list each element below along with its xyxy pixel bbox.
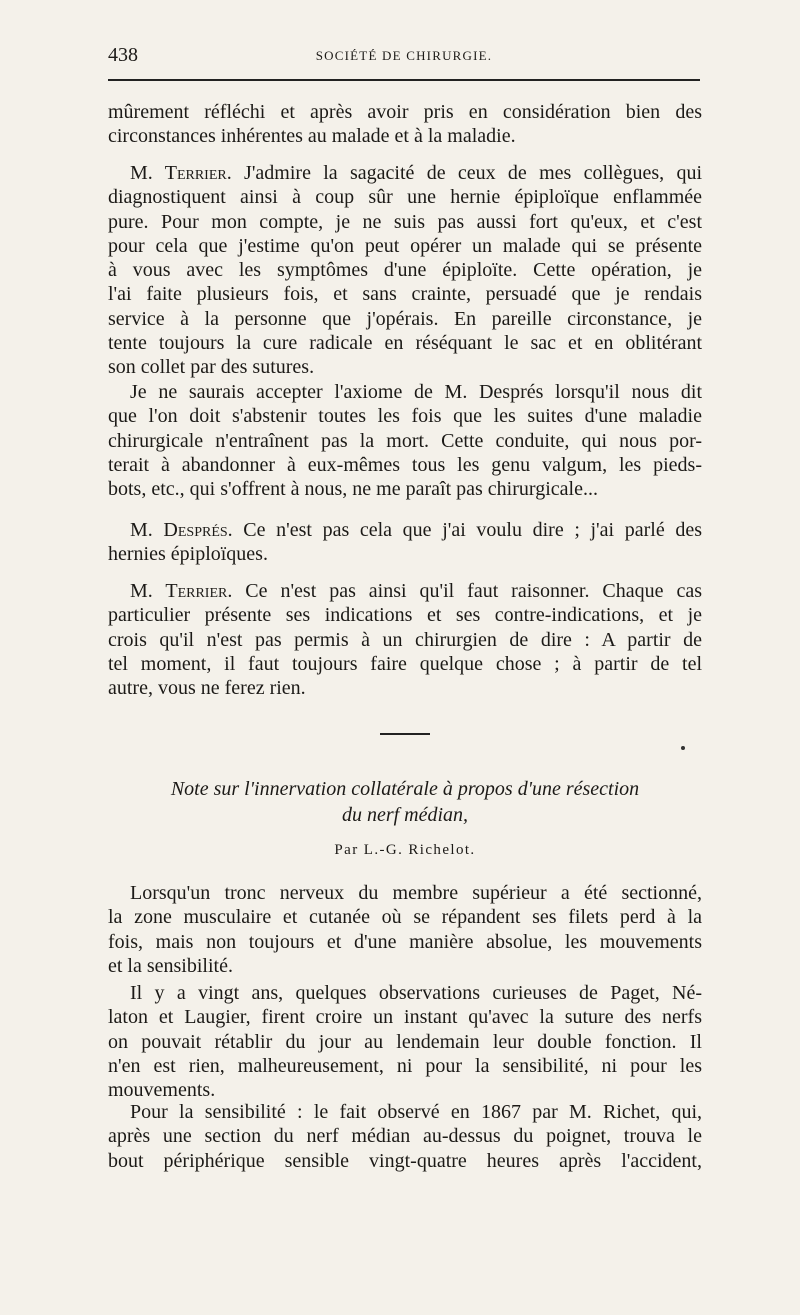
text-line — [108, 161, 702, 185]
text-line: particulier présente ses indications et ses contre-indications, et je — [108, 604, 702, 627]
text-line: l'ai faite plusieurs fois, et sans crainte, persuadé que je rendais — [108, 283, 702, 306]
text-line: crois qu'il n'est pas permis à un chirurgien de dire : A partir de — [108, 628, 702, 651]
article-title-line-1: Note sur l'innervation collatérale à propos d'une résection — [170, 778, 640, 800]
text-segment: Ce n'est pas cela que j'ai voulu dire ; j'ai parlé des — [232, 519, 702, 541]
running-title: SOCIÉTÉ DE CHIRURGIE. — [315, 48, 493, 63]
text-line — [108, 518, 702, 542]
article-author — [108, 842, 702, 859]
text-line: la zone musculaire et cutanée où se répandent ses filets perd à la — [108, 906, 702, 929]
paragraph-terrier-2 — [108, 579, 702, 700]
article-title-line-2: du nerf médian, — [341, 804, 469, 826]
text-line: mûrement réfléchi et après avoir pris en considération bien des — [108, 101, 702, 123]
speaker-name: M. Després. — [130, 519, 233, 541]
paragraph-sensibilite — [108, 1100, 702, 1173]
text-line — [108, 579, 702, 603]
section-separator — [380, 733, 430, 735]
text-line: circonstances inhérentes au malade et à la maladie. — [108, 125, 516, 148]
paragraph-terrier-1 — [108, 161, 702, 380]
text-line: Pour la sensibilité : le fait observé en 1867 par M. Richet, qui, — [130, 1101, 702, 1123]
paragraph-paget — [108, 981, 702, 1102]
text-line: à vous avec les symptômes d'une épiploïte. Cette opération, je — [108, 259, 702, 282]
text-line: mouvements. — [108, 1079, 216, 1102]
text-line: son collet par des sutures. — [108, 356, 315, 379]
text-segment: J'admire la sagacité de ceux de mes collègues, qui — [231, 162, 703, 184]
header-rule — [108, 79, 700, 81]
page-header — [108, 44, 700, 68]
text-line: laton et Laugier, firent croire un instant qu'avec la suture des nerfs — [108, 1006, 702, 1029]
paragraph-continuation — [108, 100, 702, 149]
speaker-name: M. Terrier. — [130, 580, 233, 602]
text-line: tente toujours la cure radicale en réséquant le sac et en oblitérant — [108, 332, 702, 355]
text-line: bots, etc., qui s'offrent à nous, ne me paraît pas chirurgicale... — [108, 478, 598, 501]
text-line: hernies épiploïques. — [108, 543, 268, 566]
text-line: pour cela que j'estime qu'on peut opérer un malade qui se présente — [108, 234, 702, 257]
text-line: Il y a vingt ans, quelques observations curieuses de Paget, Né- — [130, 982, 702, 1004]
paragraph-despres — [108, 518, 702, 567]
paragraph-tronc-nerveux — [108, 881, 702, 978]
text-line: service à la personne que j'opérais. En pareille circonstance, je — [108, 307, 702, 330]
text-line: après une section du nerf médian au-dessus du poignet, trouva le — [108, 1125, 702, 1148]
text-line: n'en est rien, malheureusement, ni pour la sensibilité, ni pour les — [108, 1054, 702, 1077]
text-line: pure. Pour mon compte, je ne suis pas aussi fort qu'eux, et c'est — [108, 210, 702, 233]
paragraph-axiome — [108, 380, 702, 501]
text-line: Lorsqu'un tronc nerveux du membre supérieur a été sectionné, — [130, 882, 702, 904]
author-text: Par L.-G. Richelot. — [334, 842, 476, 858]
text-line: on pouvait rétablir du jour au lendemain leur double fonction. Il — [108, 1030, 702, 1053]
text-segment: Ce n'est pas ainsi qu'il faut raisonner. Chaque cas — [232, 580, 702, 602]
text-line: tel moment, il faut toujours faire quelque chose ; à partir de tel — [108, 652, 702, 675]
text-line: autre, vous ne ferez rien. — [108, 677, 306, 700]
text-line: chirurgicale n'entraînent pas la mort. Cette conduite, qui nous por- — [108, 429, 702, 452]
page-number: 438 — [108, 44, 138, 66]
text-line: diagnostiquent ainsi à coup sûr une hernie épiploïque enflammée — [108, 186, 702, 209]
text-line: Je ne saurais accepter l'axiome de M. Després lorsqu'il nous dit — [130, 381, 702, 403]
text-line: fois, mais non toujours et d'une manière absolue, les mouvements — [108, 930, 702, 953]
ink-speck — [681, 746, 685, 750]
text-line: que l'on doit s'abstenir toutes les fois que les suites d'une maladie — [108, 405, 702, 428]
text-line: bout périphérique sensible vingt-quatre heures après l'accident, — [108, 1149, 702, 1172]
text-line: terait à abandonner à eux-mêmes tous les genu valgum, les pieds- — [108, 453, 702, 476]
speaker-name: M. Terrier. — [130, 162, 232, 184]
text-line: et la sensibilité. — [108, 954, 233, 977]
